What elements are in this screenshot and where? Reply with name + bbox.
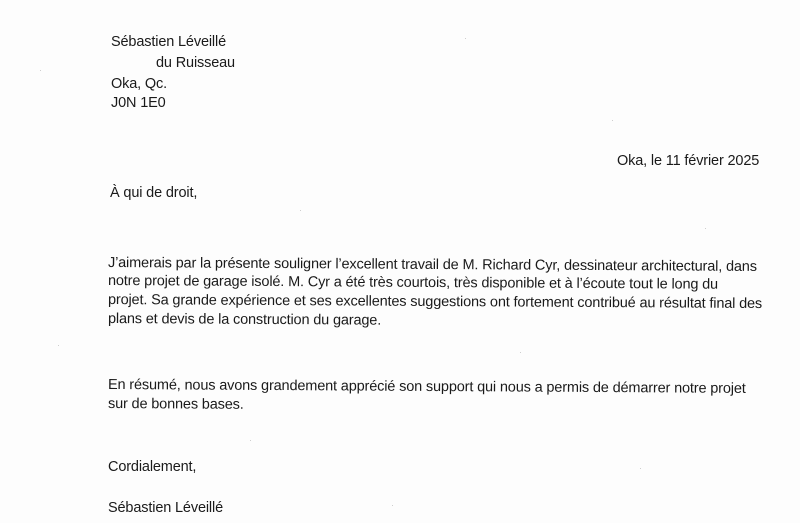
scan-speck	[300, 210, 301, 211]
scan-speck	[640, 468, 641, 469]
closing: Cordialement,	[108, 459, 197, 475]
letter-date: Oka, le 11 février 2025	[617, 153, 760, 169]
paragraph1-line: J’aimerais par la présente souligner l’excellent travail de M. Richard Cyr, dessinateur architectural, dans	[107, 255, 757, 275]
scan-speck	[250, 440, 251, 441]
scan-speck	[465, 38, 466, 39]
sender-postal-code: J0N 1E0	[111, 95, 166, 111]
scan-speck	[520, 352, 521, 353]
scan-speck	[58, 345, 59, 346]
signature-name: Sébastien Léveillé	[108, 500, 223, 516]
paragraph1-line: projet. Sa grande expérience et ses excellentes suggestions ont fortement contribué au résultat final des	[107, 292, 763, 312]
scan-speck	[705, 228, 706, 229]
paragraph2-line: sur de bonnes bases.	[107, 396, 244, 413]
paragraph1-line: plans et devis de la construction du garage.	[107, 311, 382, 329]
scan-speck	[40, 70, 41, 71]
sender-street: du Ruisseau	[156, 55, 235, 71]
scan-speck	[392, 505, 393, 506]
salutation: À qui de droit,	[110, 185, 198, 201]
sender-city: Oka, Qc.	[111, 76, 168, 92]
scan-speck	[612, 120, 613, 121]
paragraph2-line: En résumé, nous avons grandement apprécié son support qui nous a permis de démarrer notre projet	[107, 377, 746, 397]
sender-name: Sébastien Léveillé	[111, 34, 226, 50]
paragraph1-line: notre projet de garage isolé. M. Cyr a été très courtois, très disponible et à l’écoute tout le long du	[107, 273, 719, 293]
